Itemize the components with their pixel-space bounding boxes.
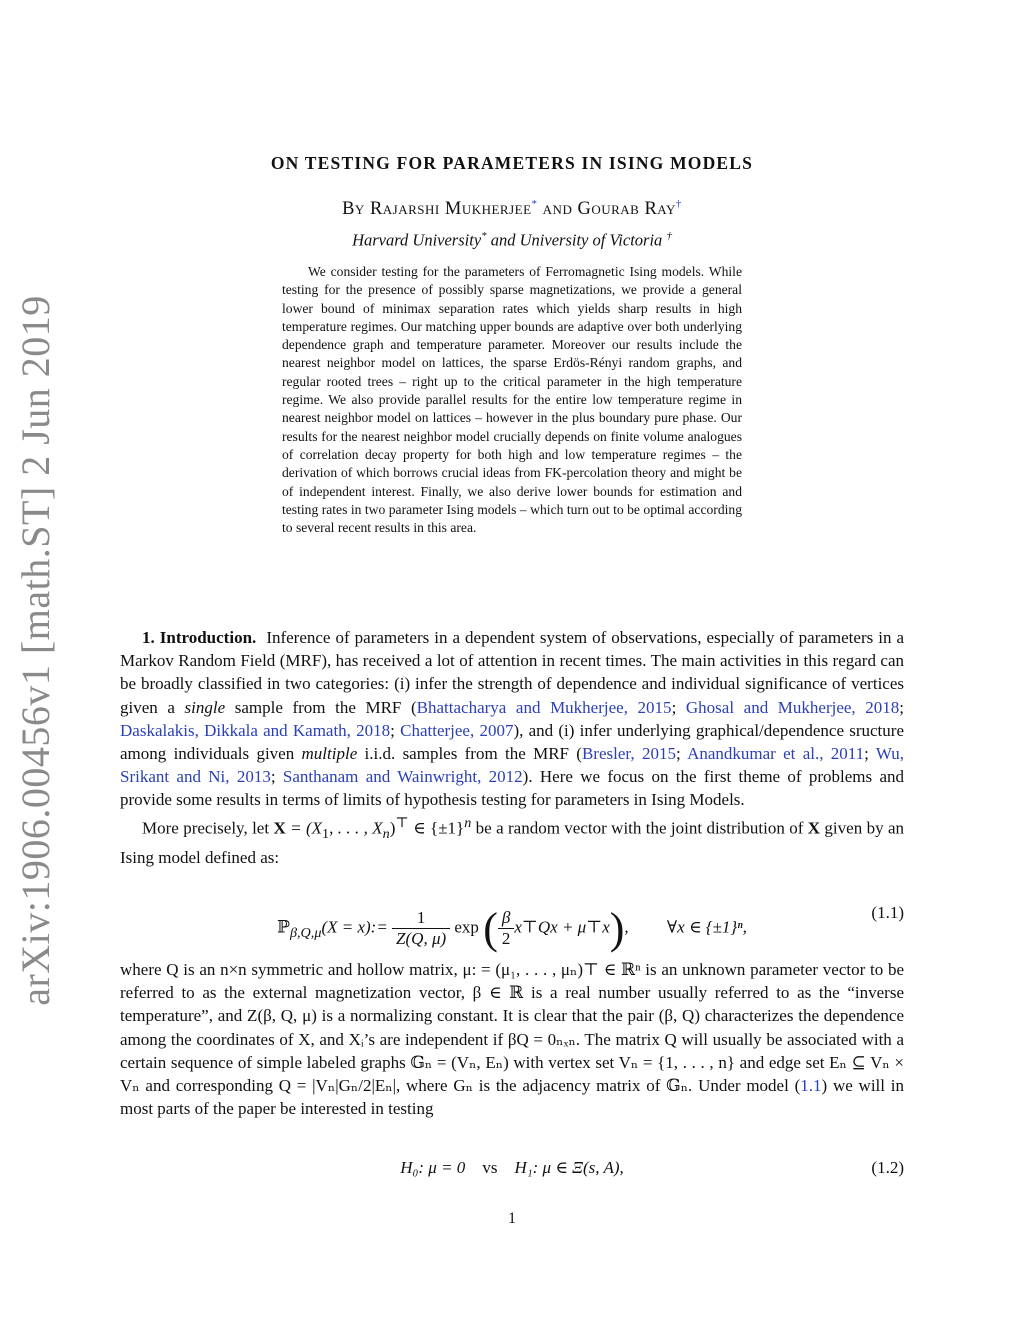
eq-fraction [392, 908, 450, 949]
text-run: Inference of parameters in a dependent system of observations, especially of parameters in a Markov Random Field (MRF), has received a lot of attention in recent times. The main activities in this regard can be broadly classified in two categories: (i) infer the strength of dependence and individual significance of vertices given a [120, 628, 905, 717]
emphasis-multiple: multiple [301, 744, 358, 764]
eq-inner-rest: x⊤Qx + μ⊤x [514, 917, 610, 937]
intro-paragraph-1 [120, 626, 904, 812]
equation-number-1-2: (1.2) [871, 1158, 904, 1177]
section-heading: 1. Introduction. [142, 628, 257, 647]
author-conjunction: and [542, 199, 573, 220]
affiliation-1-mark: * [481, 230, 487, 242]
eq-inner-fraction [498, 908, 515, 949]
affiliation-conjunction: and [490, 230, 516, 250]
math-subscript: 1 [322, 825, 330, 842]
left-paren-icon: ( [483, 904, 498, 953]
citation-bresler-2015[interactable]: Bresler, 2015 [581, 744, 676, 764]
eq-inner-denominator: 2 [501, 929, 511, 948]
alternative-hypothesis: H₁: μ ∈ Ξ(s, A), [514, 1158, 624, 1177]
citation-daskalakis-2018[interactable]: Daskalakis, Dikkala and Kamath, 2018 [120, 720, 391, 740]
equation-1-2-body [120, 1158, 904, 1178]
page-number: 1 [508, 1210, 516, 1227]
text-run: i.i.d. samples from the MRF ( [357, 744, 582, 764]
eq-exp: exp [454, 917, 479, 937]
text-run: ), and (i) infer underlying graphical/dependence sructure among individuals given [120, 720, 904, 764]
text-run: where Q is an n×n symmetric and hollow matrix, μ: = (μ₁, . . . , μₙ)⊤ ∈ ℝⁿ is an unknown parameter vector to be referred to as the external magnetization vector, β ∈ ℝ is a real number usually referred to as the “inverse temperature”, and Z(β, Q, μ) is a normalizing constant. It is clear that the pair (β, Q) characterizes the dependence among the coordinates of X, and Xᵢ’s are independent if βQ = 0ₙₓₙ. The matrix Q will usually be associated with a certain sequence of simple labeled graphs 𝔾ₙ = (Vₙ, Eₙ) with vertex set Vₙ = {1, . . . , n} and edge set Eₙ ⊆ Vₙ × Vₙ and corresponding Q = |Vₙ|Gₙ/2|Eₙ|, where Gₙ is the adjacency matrix of 𝔾ₙ. Under model ( [120, 960, 904, 1096]
eq-forall: ∀x ∈ {±1}ⁿ, [666, 917, 747, 937]
paragraph-3 [120, 958, 904, 1120]
eq-fraction-numerator: 1 [392, 908, 450, 929]
equation-number-1-1: (1.1) [871, 903, 904, 922]
eq-fraction-denominator: Z(Q, μ) [396, 929, 447, 948]
author-1: Rajarshi Mukherjee [369, 199, 532, 220]
equation-1-1-body [120, 903, 904, 954]
citation-wu-srikant-ni-2013[interactable]: Wu, Srikant and Ni, 2013 [120, 744, 905, 787]
math-run: ∈ {±1} [408, 818, 465, 838]
abstract: We consider testing for the parameters of Ferromagnetic Ising models. While testing for the presence of possibly sparse magnetizations, we provide a general lower bound of minimax separation rates which yields sharp results in high temperature regimes. Our matching upper bounds are adaptive over both underlying dependence graph and temperature parameter. Moreover our results include the nearest neighbor model on lattices, the sparse Erdös-Rényi random graphs, and regular rooted trees – right up to the critical parameter in the high temperature regime. We also provide parallel results for the entire low temperature regime in nearest neighbor model on lattices – however in the plus boundary pure phase. Our results for the nearest neighbor model crucially depends on finite volume analogues of correlation decay property for both high and low temperature regimes – the derivation of which borrows crucial ideas from FK-percolation theory and might be of independent interest. Finally, we also derive lower bounds for estimation and testing rates in two parameter Ising models – which turn out to be optimal according to several recent results in this area. [282, 264, 742, 536]
citation-separator: ; [390, 720, 401, 740]
author-2-mark[interactable]: † [675, 198, 682, 210]
versus-text: vs [482, 1158, 498, 1177]
citation-separator: ; [899, 697, 905, 717]
eq-trail: , [624, 917, 629, 937]
citation-separator: ; [675, 744, 688, 764]
affiliation-2: University of Victoria [519, 230, 663, 250]
citation-ghosal-mukherjee-2018[interactable]: Ghosal and Mukherjee, 2018 [685, 697, 900, 717]
null-hypothesis: H₀: μ = 0 [400, 1158, 466, 1177]
paper-title: ON TESTING FOR PARAMETERS IN ISING MODELS [270, 153, 754, 173]
arxiv-side-identifier [10, 294, 60, 1006]
affiliation-line [120, 230, 904, 251]
author-line [120, 198, 904, 220]
right-paren-icon: ) [609, 904, 625, 953]
text-run: ) we will in most parts of the paper be interested in testing [120, 1076, 904, 1119]
post-equation-text [120, 958, 904, 1120]
math-superscript: n [464, 814, 472, 831]
math-bold-X: X [273, 818, 286, 838]
math-subscript: n [382, 825, 390, 842]
eq-lhs-subscript: β,Q,μ [289, 924, 322, 941]
eq-inner-numerator: β [498, 908, 515, 929]
citation-chatterjee-2007[interactable]: Chatterjee, 2007 [400, 720, 514, 740]
affiliation-1: Harvard University [352, 230, 482, 250]
author-prefix: By [342, 199, 365, 220]
citation-santhanam-wainwright-2012[interactable]: Santhanam and Wainwright, 2012 [282, 767, 523, 787]
author-2: Gourab Ray [577, 199, 676, 220]
text-run: sample from the MRF ( [225, 697, 417, 717]
text-run: ). Here we focus on the first theme of problems and provide some results in terms of limits of hypothesis testing for parameters in Ising Models. [120, 767, 904, 810]
citation-separator: ; [671, 697, 686, 717]
intro-paragraph-2 [120, 812, 904, 869]
equation-1-2 [120, 1158, 904, 1182]
text-run: More precisely, let [142, 818, 274, 838]
citation-separator: ; [270, 767, 283, 787]
math-bold-X: X [807, 818, 821, 838]
affiliation-2-mark: † [666, 230, 672, 242]
math-run: , . . . , X [329, 818, 383, 838]
math-run: = (X [285, 818, 323, 838]
eq-lhs-argument: (X = x):= [321, 917, 388, 937]
eq-lhs-symbol: ℙ [277, 917, 290, 937]
text-run: given by an Ising model defined as: [120, 818, 904, 867]
citation-anandkumar-2011[interactable]: Anandkumar et al., 2011 [687, 744, 865, 764]
math-transpose: ⊤ [395, 814, 409, 831]
introduction-section [120, 626, 904, 869]
citation-bhattacharya-mukherjee-2015[interactable]: Bhattacharya and Mukherjee, 2015 [416, 697, 672, 717]
author-1-mark[interactable]: * [531, 198, 538, 210]
text-run: be a random vector with the joint distribution of [471, 818, 808, 838]
arxiv-identifier-text: arXiv:1906.00456v1 [math.ST] 2 Jun 2019 [12, 294, 58, 1006]
citation-separator: ; [864, 744, 876, 764]
equation-reference-1-1[interactable]: 1.1 [800, 1076, 822, 1096]
math-run: ) [389, 818, 396, 838]
emphasis-single: single [184, 697, 226, 717]
